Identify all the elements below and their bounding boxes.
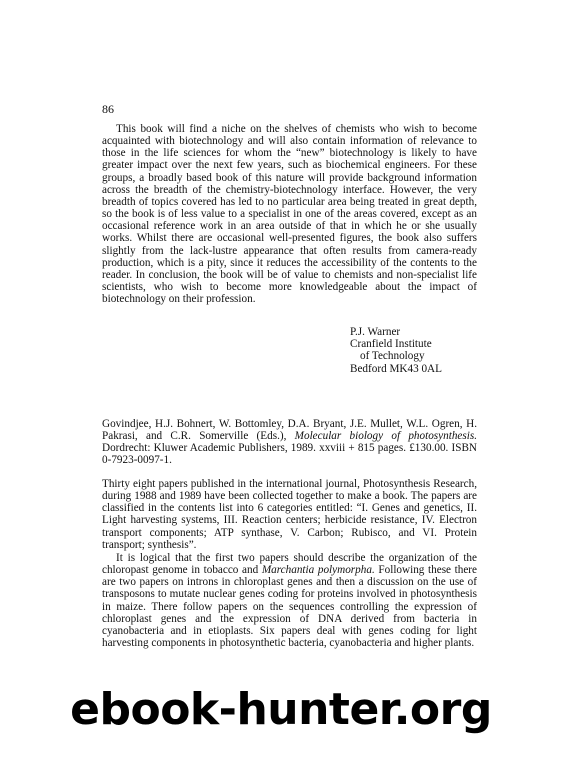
citation-title: Molecular biology of photosynthesis. [294,430,477,443]
review-second-paragraph [102,552,477,649]
paragraph-text-end: Following these there are two papers on introns in chloroplast genes and then a discussion on the use of transposons to mutate nuclear genes coding for proteins involved in photosynthesis in maize. There follow papers on the sequences controlling the expression of chloroplast genes and the expression of DNA derived from bacteria in cyanobacteria and in etioplasts. Six papers deal with genes coding for light harvesting components in photosynthetic bacteria, cyanobacteria and higher plants. [102,564,478,650]
reviewer-name: P.J. Warner [350,326,401,338]
citation-publisher: Dordrecht: Kluwer Academic Publishers, 1989. xxviii + 815 pages. £130.00. ISBN 0-7923-0097-1. [102,442,477,467]
reviewer-address: Bedford MK43 0AL [350,362,442,375]
reviewer-institution-continued: of Technology [360,350,425,363]
review-summary-paragraph: Thirty eight papers published in the international journal, Photosynthesis Research, during 1988 and 1989 have been collected together to make a book. The papers are classified in the contents list into 6 categories entitled: “I. Genes and genetics, II. Light harvesting systems, III. Reaction centers; herbicide resistance, IV. Electron transport components; ATP synthase, V. Carbon; Rubisco, and VI. Protein transport; synthesis”. [102,478,477,551]
reviewer-institution: Cranfield Institute [350,338,432,351]
paragraph-text-start: It is logical that the first two papers should describe the organization of the chloropast genome in tobacco and [102,552,477,577]
page-number: 86 [102,102,114,116]
watermark-text: ebook-hunter.org [70,684,492,735]
reviewer-signature [350,326,442,375]
book-citation [102,418,477,467]
species-name: Marchantia polymorpha. [261,564,375,577]
review-body-paragraph: This book will find a niche on the shelves of chemists who wish to become acquainted with biotechnology and will also contain information of relevance to those in the life sciences for whom the “new” biotechnology is likely to have greater impact over the next few years, such as biochemical engineers. For these groups, a broadly based book of this nature will provide background information across the breadth of the chemistry-biotechnology interface. However, the very breadth of topics covered has led to no particular area being treated in great depth, so the book is of less value to a specialist in one of the areas covered, except as an occasional reference work in an area outside of that in which he or she usually works. Whilst there are occasional well-presented figures, the book also suffers slightly from the lack-lustre appearance that often results from camera-ready production, which is a pity, since it reduces the accessibility of the contents to the reader. In conclusion, the book will be of value to chemists and non-specialist life scientists, who wish to become more knowledgeable about the impact of biotechnology on their profession. [102,123,477,306]
citation-authors: Govindjee, H.J. Bohnert, W. Bottomley, D.A. Bryant, J.E. Mullet, W.L. Ogren, H. Pakrasi, and C.R. Somerville (Eds.), [102,418,477,443]
